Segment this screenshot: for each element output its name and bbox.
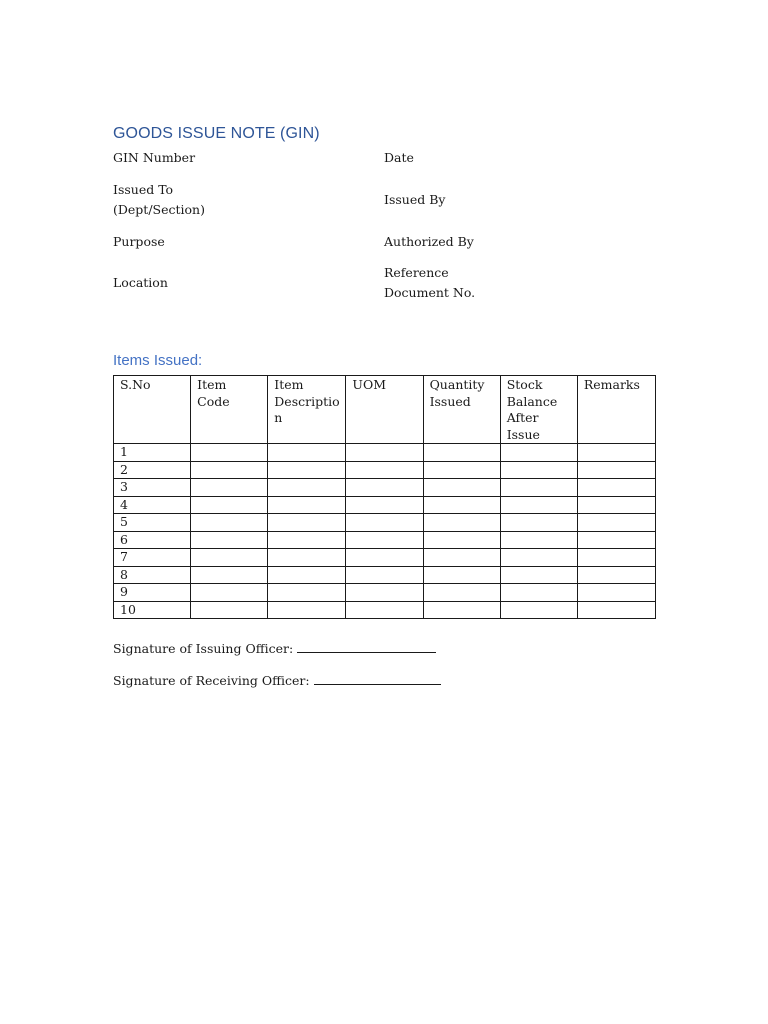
- cell-remarks[interactable]: [577, 514, 655, 532]
- cell-quantity[interactable]: [423, 514, 500, 532]
- cell-item-code[interactable]: [191, 479, 268, 497]
- cell-remarks[interactable]: [577, 461, 655, 479]
- items-table: [113, 375, 656, 619]
- cell-remarks[interactable]: [577, 549, 655, 567]
- cell-item-description[interactable]: [268, 461, 346, 479]
- cell-quantity[interactable]: [423, 461, 500, 479]
- cell-stock-balance[interactable]: [500, 496, 577, 514]
- cell-item-code[interactable]: [191, 601, 268, 619]
- cell-remarks[interactable]: [577, 601, 655, 619]
- cell-remarks[interactable]: [577, 479, 655, 497]
- authorized-by-label: Authorized By: [384, 234, 474, 249]
- cell-uom[interactable]: [346, 601, 423, 619]
- cell-item-description[interactable]: [268, 531, 346, 549]
- header-remarks: Remarks: [577, 376, 655, 444]
- cell-uom[interactable]: [346, 531, 423, 549]
- issuing-signature-line[interactable]: [297, 640, 436, 653]
- cell-quantity[interactable]: [423, 496, 500, 514]
- row-number: 5: [114, 514, 191, 532]
- cell-item-code[interactable]: [191, 496, 268, 514]
- header-sno: S.No: [114, 376, 191, 444]
- cell-item-code[interactable]: [191, 461, 268, 479]
- cell-stock-balance[interactable]: [500, 531, 577, 549]
- cell-item-description[interactable]: [268, 514, 346, 532]
- header-item-description: Item Descriptio n: [268, 376, 346, 444]
- row-number: 8: [114, 566, 191, 584]
- table-row: [114, 461, 656, 479]
- row-number: 3: [114, 479, 191, 497]
- location-label: Location: [113, 275, 168, 290]
- header-item-code: Item Code: [191, 376, 268, 444]
- table-row: [114, 549, 656, 567]
- table-header-row: [114, 376, 656, 444]
- cell-item-code[interactable]: [191, 566, 268, 584]
- cell-item-description[interactable]: [268, 601, 346, 619]
- date-label: Date: [384, 150, 414, 165]
- issued-to-label: [113, 180, 205, 220]
- header-uom: UOM: [346, 376, 423, 444]
- cell-uom[interactable]: [346, 584, 423, 602]
- cell-stock-balance[interactable]: [500, 584, 577, 602]
- cell-item-description[interactable]: [268, 584, 346, 602]
- table-row: [114, 444, 656, 462]
- row-number: 9: [114, 584, 191, 602]
- cell-item-code[interactable]: [191, 584, 268, 602]
- issued-to-line1: Issued To: [113, 182, 174, 197]
- cell-uom[interactable]: [346, 496, 423, 514]
- cell-quantity[interactable]: [423, 566, 500, 584]
- row-number: 2: [114, 461, 191, 479]
- cell-stock-balance[interactable]: [500, 461, 577, 479]
- header-stock-balance: Stock Balance After Issue: [500, 376, 577, 444]
- receiving-signature-line[interactable]: [314, 672, 441, 685]
- cell-uom[interactable]: [346, 549, 423, 567]
- table-row: [114, 531, 656, 549]
- cell-remarks[interactable]: [577, 496, 655, 514]
- gin-number-label: GIN Number: [113, 150, 196, 165]
- cell-stock-balance[interactable]: [500, 566, 577, 584]
- cell-remarks[interactable]: [577, 566, 655, 584]
- row-number: 7: [114, 549, 191, 567]
- cell-uom[interactable]: [346, 479, 423, 497]
- cell-item-description[interactable]: [268, 496, 346, 514]
- cell-remarks[interactable]: [577, 584, 655, 602]
- cell-uom[interactable]: [346, 461, 423, 479]
- document-title: GOODS ISSUE NOTE (GIN): [113, 125, 320, 142]
- cell-quantity[interactable]: [423, 601, 500, 619]
- items-issued-heading: Items Issued:: [113, 352, 203, 369]
- table-row: [114, 479, 656, 497]
- row-number: 10: [114, 601, 191, 619]
- cell-item-description[interactable]: [268, 479, 346, 497]
- issued-by-label: Issued By: [384, 192, 446, 207]
- reference-line1: Reference: [384, 265, 449, 280]
- cell-item-description[interactable]: [268, 444, 346, 462]
- table-row: [114, 514, 656, 532]
- reference-line2: Document No.: [384, 285, 476, 300]
- header-quantity-issued: Quantity Issued: [423, 376, 500, 444]
- cell-stock-balance[interactable]: [500, 514, 577, 532]
- cell-stock-balance[interactable]: [500, 549, 577, 567]
- receiving-officer-signature: [113, 672, 441, 689]
- row-number: 4: [114, 496, 191, 514]
- cell-quantity[interactable]: [423, 584, 500, 602]
- table-row: [114, 601, 656, 619]
- cell-item-code[interactable]: [191, 514, 268, 532]
- issued-to-line2: (Dept/Section): [113, 202, 205, 217]
- reference-document-label: [384, 263, 475, 303]
- row-number: 1: [114, 444, 191, 462]
- cell-uom[interactable]: [346, 444, 423, 462]
- issuing-officer-signature: [113, 640, 436, 657]
- cell-quantity[interactable]: [423, 444, 500, 462]
- cell-stock-balance[interactable]: [500, 601, 577, 619]
- cell-quantity[interactable]: [423, 531, 500, 549]
- issuing-officer-label: Signature of Issuing Officer:: [113, 641, 294, 656]
- cell-remarks[interactable]: [577, 444, 655, 462]
- cell-uom[interactable]: [346, 566, 423, 584]
- table-row: [114, 584, 656, 602]
- cell-stock-balance[interactable]: [500, 444, 577, 462]
- receiving-officer-label: Signature of Receiving Officer:: [113, 673, 310, 688]
- row-number: 6: [114, 531, 191, 549]
- purpose-label: Purpose: [113, 234, 165, 249]
- cell-item-code[interactable]: [191, 549, 268, 567]
- cell-item-description[interactable]: [268, 566, 346, 584]
- cell-remarks[interactable]: [577, 531, 655, 549]
- cell-item-code[interactable]: [191, 531, 268, 549]
- cell-item-description[interactable]: [268, 549, 346, 567]
- cell-quantity[interactable]: [423, 479, 500, 497]
- table-row: [114, 496, 656, 514]
- cell-stock-balance[interactable]: [500, 479, 577, 497]
- cell-item-code[interactable]: [191, 444, 268, 462]
- cell-uom[interactable]: [346, 514, 423, 532]
- cell-quantity[interactable]: [423, 549, 500, 567]
- table-row: [114, 566, 656, 584]
